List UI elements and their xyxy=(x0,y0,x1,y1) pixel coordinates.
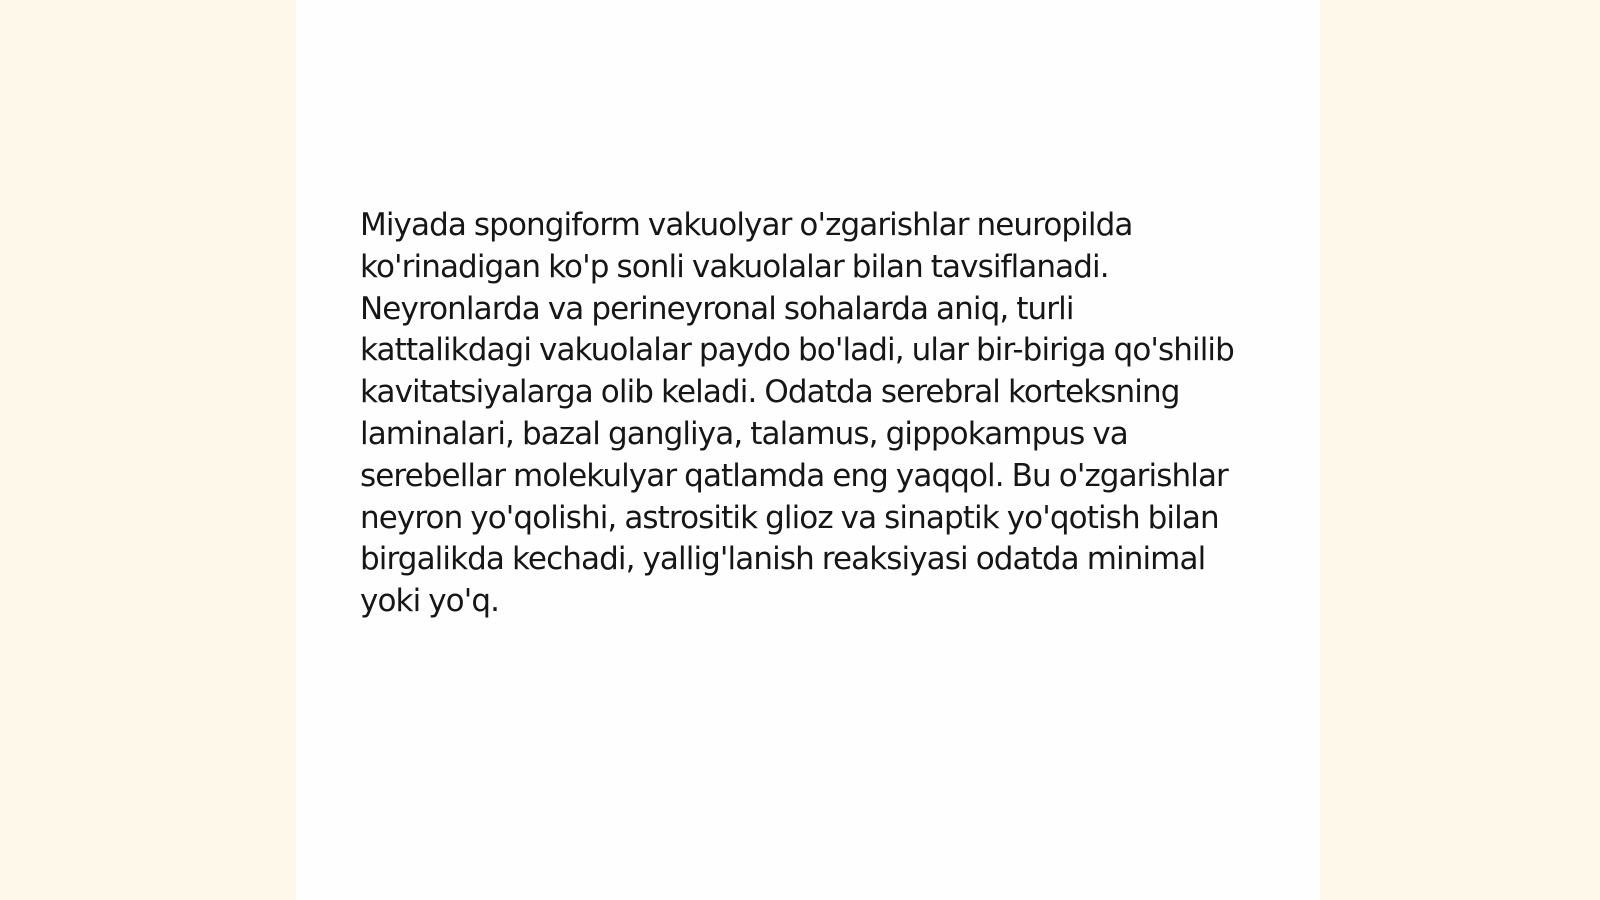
body-paragraph: Miyada spongiform vakuolyar o'zgarishlar neuropilda ko'rinadigan ko'p sonli vakuolalar bilan tavsiflanadi. Neyronlarda va perineyronal sohalarda aniq, turli kattalikdagi vakuolalar paydo bo'ladi, ular bir-biriga qo'shilib kavitatsiyalarga olib keladi. Odatda serebral korteksning laminalari, bazal gangliya, talamus, gippokampus va serebellar molekulyar qatlamda eng yaqqol. Bu o'zgarishlar neyron yo'qolishi, astrositik glioz va sinaptik yo'qotish bilan birgalikda kechadi, yallig'lanish reaksiyasi odatda minimal yoki yo'q. xyxy=(360,207,1234,620)
document-page xyxy=(296,0,1320,900)
